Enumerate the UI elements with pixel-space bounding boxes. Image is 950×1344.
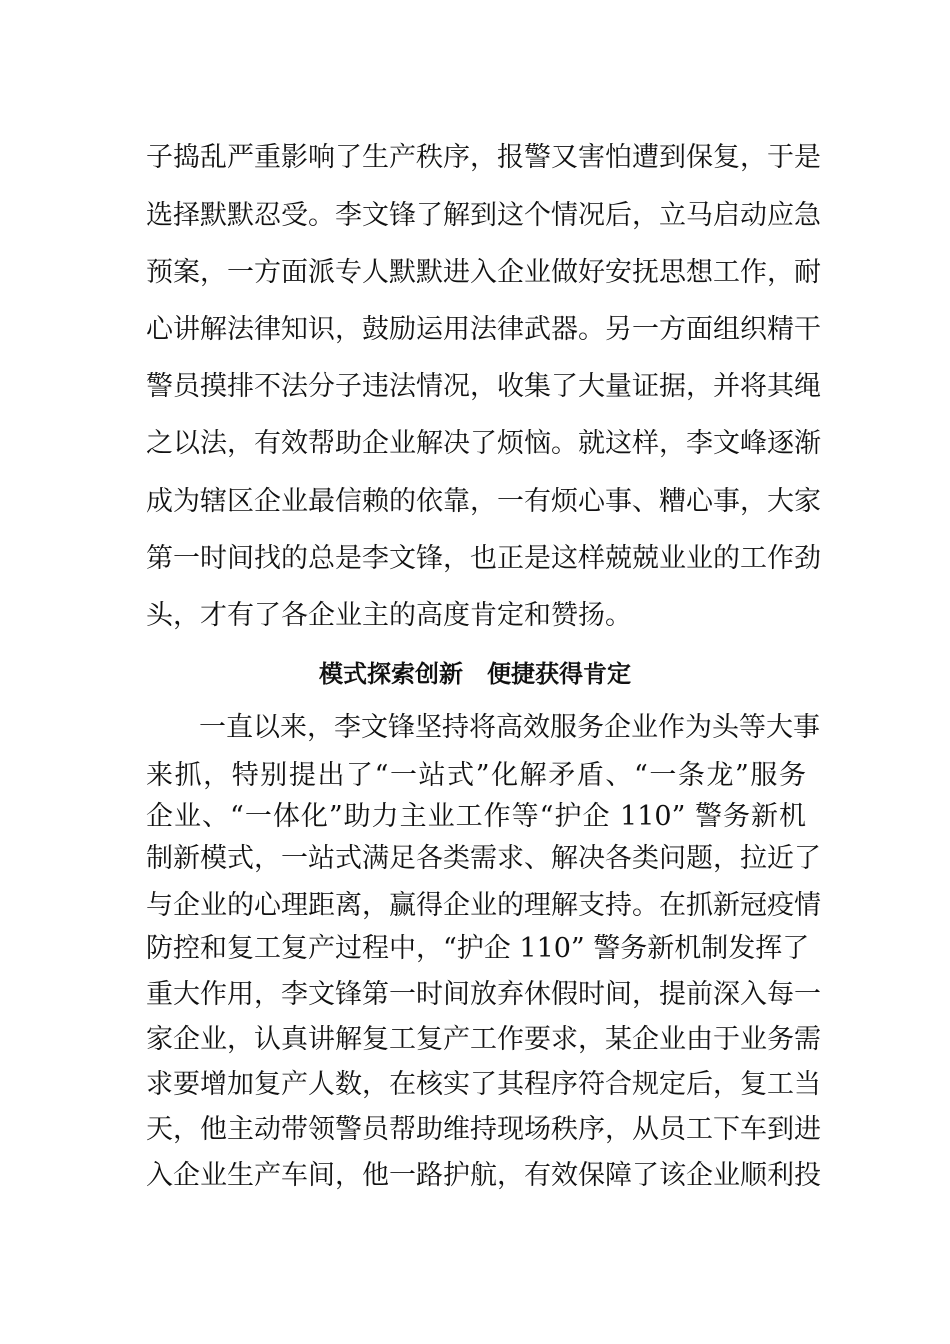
paragraph-1-line-1: 子捣乱严重影响了生产秩序，报警又害怕遭到保复，于是 (146, 142, 821, 173)
section-heading: 模式探索创新 便捷获得肯定 (319, 660, 631, 688)
paragraph-2-line-3: 企业、“一体化”助力主业工作等“护企 110” 警务新机 (146, 801, 806, 832)
paragraph-1-line-7: 成为辖区企业最信赖的依靠，一有烦心事、糟心事，大家 (146, 486, 821, 517)
paragraph-2-line-7: 重大作用，李文锋第一时间放弃休假时间，提前深入每一 (146, 979, 821, 1010)
paragraph-2-line-6: 防控和复工复产过程中，“护企 110” 警务新机制发挥了 (146, 933, 810, 964)
paragraph-1-line-9: 头，才有了各企业主的高度肯定和赞扬。 (146, 600, 632, 631)
paragraph-2-line-5: 与企业的心理距离，赢得企业的理解支持。在抓新冠疫情 (146, 890, 821, 921)
paragraph-2-line-9: 求要增加复产人数，在核实了其程序符合规定后，复工当 (146, 1069, 821, 1100)
paragraph-2-line-2: 来抓，特别提出了“一站式”化解矛盾、“一条龙”服务 (146, 760, 806, 791)
paragraph-2-line-4: 制新模式，一站式满足各类需求、解决各类问题，拉近了 (146, 843, 821, 874)
paragraph-1-line-5: 警员摸排不法分子违法情况，收集了大量证据，并将其绳 (146, 371, 821, 402)
paragraph-2-line-10: 天，他主动带领警员帮助维持现场秩序，从员工下车到进 (146, 1114, 821, 1145)
paragraph-2-line-1: 一直以来，李文锋坚持将高效服务企业作为头等大事 (199, 712, 820, 743)
paragraph-2-line-8: 家企业，认真讲解复工复产工作要求，某企业由于业务需 (146, 1024, 821, 1055)
paragraph-1-line-3: 预案，一方面派专人默默进入企业做好安抚思想工作，耐 (146, 257, 821, 288)
paragraph-1-line-8: 第一时间找的总是李文锋，也正是这样兢兢业业的工作劲 (146, 543, 821, 574)
paragraph-1-line-2: 选择默默忍受。李文锋了解到这个情况后，立马启动应急 (146, 200, 821, 231)
paragraph-2-line-11: 入企业生产车间，他一路护航，有效保障了该企业顺利投 (146, 1160, 821, 1191)
paragraph-1-line-6: 之以法，有效帮助企业解决了烦恼。就这样，李文峰逐渐 (146, 428, 821, 459)
paragraph-1-line-4: 心讲解法律知识，鼓励运用法律武器。另一方面组织精干 (146, 314, 821, 345)
